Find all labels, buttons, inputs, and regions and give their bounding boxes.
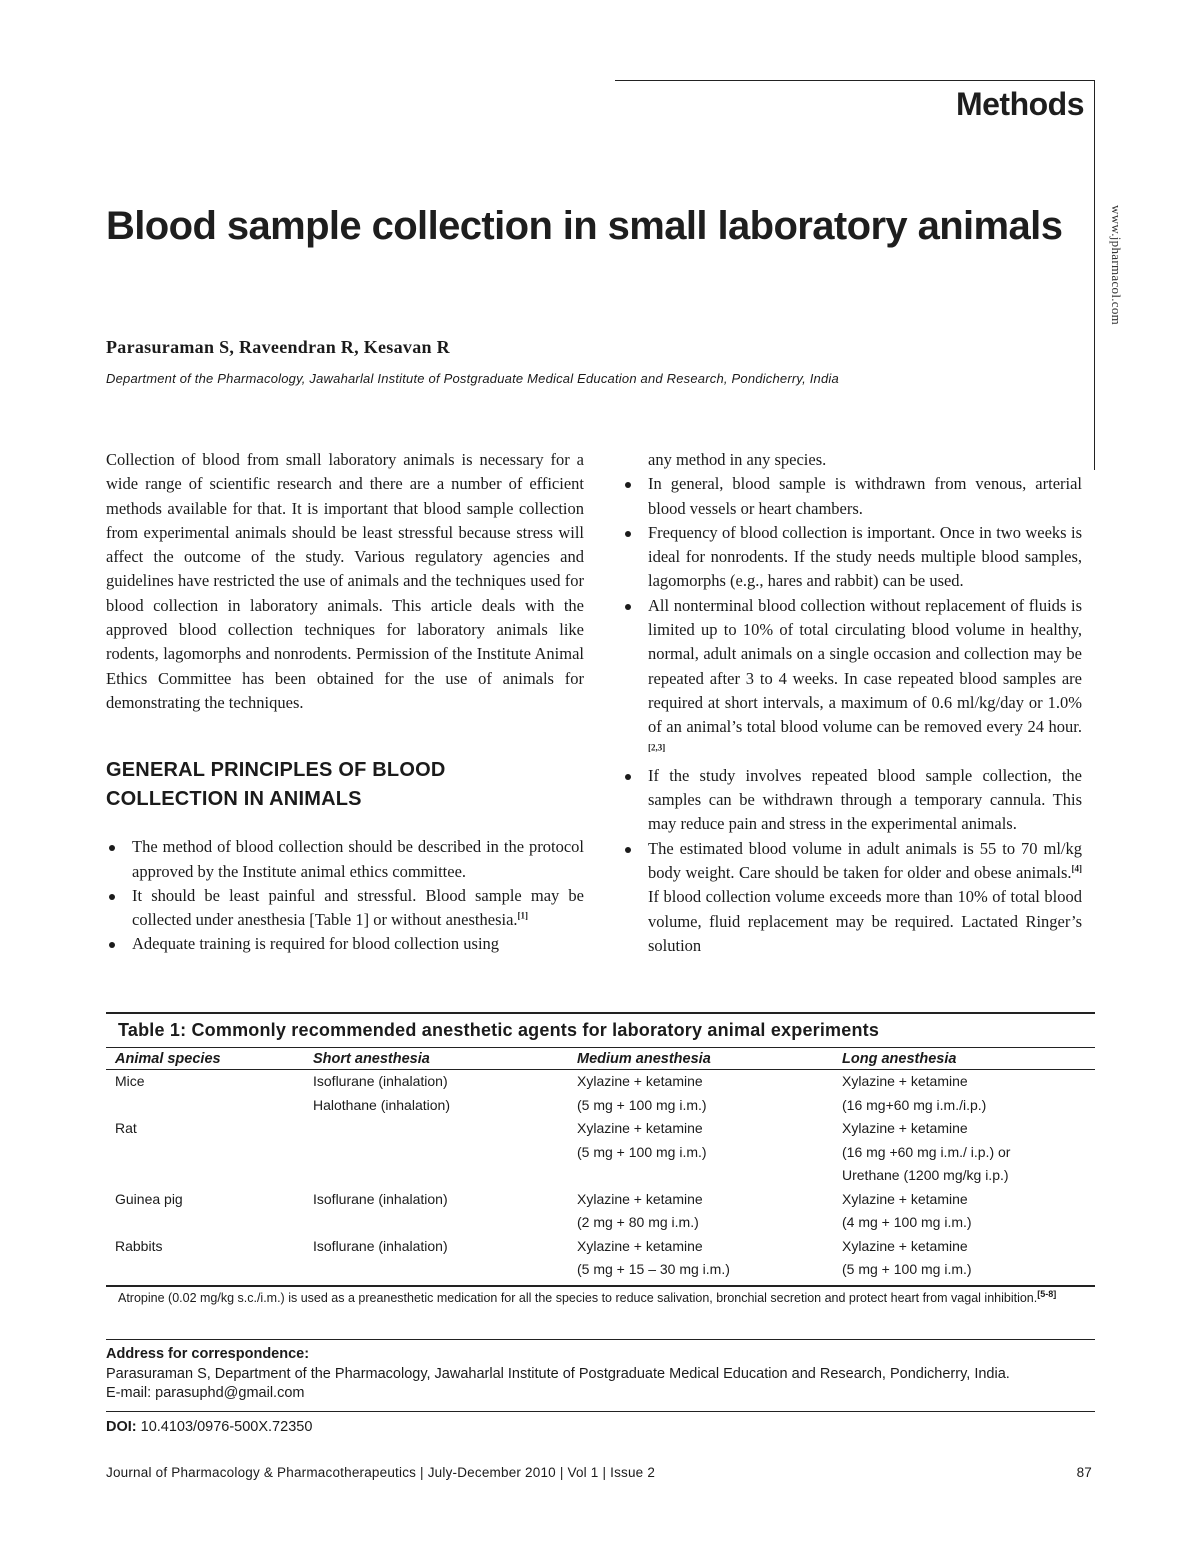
cell-text: Halothane (inhalation) (313, 1096, 450, 1113)
correspondence-label: Address for correspondence: (106, 1346, 310, 1362)
cell-text: Isoflurane (inhalation) (313, 1237, 448, 1254)
footnote-text: Atropine (0.02 mg/kg s.c./i.m.) is used as a preanesthetic medication for all the species to reduce salivation, bronchial secretion and protect heart from vagal inhibition. (118, 1290, 1038, 1305)
species-cell (106, 1117, 313, 1188)
cell-text: Isoflurane (inhalation) (313, 1073, 448, 1089)
bullet-text: The estimated blood volume in adult animals is 55 to 70 ml/kg body weight. Care should be taken for older and obese animals. (648, 838, 1082, 883)
cell-text: (16 mg+60 mg i.m./i.p.) (842, 1096, 987, 1113)
list-item (622, 764, 1082, 837)
list-item (622, 472, 1082, 521)
list-item (106, 835, 584, 884)
cell-text: Rat (115, 1120, 137, 1136)
cell-text: Guinea pig (115, 1190, 183, 1207)
citation-ref[interactable]: [4] (1071, 863, 1082, 874)
table-footnote (118, 1290, 1095, 1307)
bullet-text: If the study involves repeated blood sample collection, the samples can be withdrawn through a temporary cannula. This may reduce pain and stress in the experimental animals. (648, 765, 1082, 834)
cell-text: (2 mg + 80 mg i.m.) (577, 1214, 699, 1230)
short-cell (313, 1070, 577, 1118)
cell-text: Xylazine + ketamine (842, 1237, 968, 1254)
cell-text: (5 mg + 15 – 30 mg i.m.) (577, 1261, 730, 1277)
journal-url[interactable]: www.jpharmacol.com (1109, 205, 1124, 326)
doi-value[interactable]: 10.4103/0976-500X.72350 (140, 1419, 313, 1435)
cell-text: Xylazine + ketamine (577, 1073, 703, 1089)
page-footer (106, 1465, 1092, 1480)
table-bottom-rule (106, 1285, 1095, 1287)
species-cell (106, 1235, 313, 1282)
column-header: Short anesthesia (313, 1048, 577, 1070)
authors: Parasuraman S, Raveendran R, Kesavan R (106, 337, 450, 357)
side-rule (1094, 80, 1095, 470)
table-top-rule (106, 1012, 1095, 1014)
medium-cell (577, 1117, 842, 1188)
anesthetic-table (106, 1048, 1095, 1282)
cell-text: Xylazine + ketamine (842, 1073, 968, 1089)
correspondence-rule-top (106, 1339, 1095, 1340)
cell-text: Xylazine + ketamine (842, 1190, 968, 1207)
long-cell (842, 1070, 1095, 1118)
species-cell (106, 1188, 313, 1235)
column-header: Medium anesthesia (577, 1048, 842, 1070)
long-cell (842, 1235, 1095, 1282)
principles-list-left (106, 835, 584, 956)
correspondence-address: Parasuraman S, Department of the Pharmacology, Jawaharlal Institute of Postgraduate Medical Education and Research, Pondicherry, India. (106, 1365, 1010, 1382)
cell-text: Xylazine + ketamine (842, 1120, 968, 1136)
principles-list-right (622, 448, 1082, 958)
cell-text: Xylazine + ketamine (577, 1237, 703, 1254)
doi-label: DOI: (106, 1419, 137, 1435)
section-heading-line-2: COLLECTION IN ANIMALS (106, 788, 362, 811)
affiliation: Department of the Pharmacology, Jawaharlal Institute of Postgraduate Medical Education and Research, Pondicherry, India (106, 371, 839, 386)
cell-text: Xylazine + ketamine (577, 1190, 703, 1207)
cell-text: Urethane (1200 mg/kg i.p.) (842, 1167, 1009, 1183)
species-cell (106, 1070, 313, 1118)
short-cell (313, 1188, 577, 1235)
medium-cell (577, 1188, 842, 1235)
cell-text: (5 mg + 100 mg i.m.) (577, 1096, 707, 1113)
list-item (106, 884, 584, 933)
section-heading (106, 756, 584, 814)
list-item (622, 521, 1082, 594)
table-header-row (106, 1048, 1095, 1070)
medium-cell (577, 1235, 842, 1282)
citation-ref[interactable]: [5-8] (1037, 1288, 1057, 1299)
table-1 (106, 1012, 1095, 1306)
bullet-text: All nonterminal blood collection without replacement of fluids is limited up to 10% of total circulating blood volume in healthy, normal, adult animals on a single occasion and collection may be repeated after 3 to 4 weeks. In case repeated blood samples are required at short intervals, a maximum of 0.6 ml/kg/day or 1.0% of an animal’s total blood volume can be removed every 24 hour. (648, 595, 1082, 737)
cell-text: Rabbits (115, 1237, 163, 1254)
cell-text: Xylazine + ketamine (577, 1120, 703, 1136)
cell-text: Mice (115, 1073, 145, 1089)
medium-cell (577, 1070, 842, 1118)
list-item (622, 594, 1082, 764)
table-row (106, 1188, 1095, 1235)
bullet-text: Adequate training is required for blood collection using (132, 934, 500, 954)
bullet-text: In general, blood sample is withdrawn from venous, arterial blood vessels or heart chambers. (648, 474, 1082, 518)
list-item-continued (622, 448, 1082, 472)
abstract: Collection of blood from small laboratory animals is necessary for a wide range of scientific research and there are a number of efficient methods available for that. It is important that blood sample collection from experimental animals should be least stressful because stress will affect the outcome of the study. Various regulatory agencies and guidelines have restricted the use of animals and the techniques used for blood collection in laboratory animals. This article deals with the approved blood collection techniques for laboratory animals like rodents, lagomorphs and nonrodents. Permission of the Institute Animal Ethics Committee has been obtained for the use of animals for demonstrating the techniques. (106, 450, 584, 712)
citation-ref[interactable]: [1] (517, 910, 529, 921)
citation-ref[interactable]: [2,3] (648, 742, 666, 753)
list-item (106, 932, 584, 956)
article-title: Blood sample collection in small laboratory animals (106, 204, 1063, 248)
column-header: Animal species (106, 1048, 313, 1070)
bullet-text: The method of blood collection should be described in the protocol approved by the Institute animal ethics committee. (132, 837, 584, 881)
doi (106, 1419, 312, 1435)
cell-text: (4 mg + 100 mg i.m.) (842, 1214, 972, 1230)
cell-text: (5 mg + 100 mg i.m.) (577, 1143, 707, 1160)
bullet-text: any method in any species. (648, 450, 827, 469)
left-column (106, 448, 584, 957)
section-label: Methods (955, 86, 1084, 122)
bullet-text: It should be least painful and stressful. Blood sample may be collected under anesthesia [Table 1] or without anesthesia. (132, 885, 584, 930)
right-column (622, 448, 1082, 958)
column-header: Long anesthesia (842, 1048, 1095, 1070)
table-row (106, 1235, 1095, 1282)
correspondence-email[interactable]: E-mail: parasuphd@gmail.com (106, 1385, 305, 1401)
correspondence (106, 1345, 1095, 1404)
header-rule (615, 80, 1095, 81)
journal-citation: Journal of Pharmacology & Pharmacotherapeutics | July-December 2010 | Vol 1 | Issue 2 (106, 1465, 656, 1480)
cell-text: (16 mg +60 mg i.m./ i.p.) or (842, 1143, 1011, 1160)
table-row (106, 1117, 1095, 1188)
bullet-text: Frequency of blood collection is important. Once in two weeks is ideal for nonrodents. If the study needs multiple blood samples, lagomorphs (e.g., hares and rabbit) can be used. (648, 522, 1082, 591)
short-cell (313, 1117, 577, 1188)
cell-text: Isoflurane (inhalation) (313, 1190, 448, 1207)
bullet-text: If blood collection volume exceeds more than 10% of total blood volume, fluid replacement may be required. Lactated Ringer’s solution (648, 887, 1082, 955)
short-cell (313, 1235, 577, 1282)
long-cell (842, 1188, 1095, 1235)
correspondence-rule-bottom (106, 1411, 1095, 1412)
long-cell (842, 1117, 1095, 1188)
section-heading-line-1: GENERAL PRINCIPLES OF BLOOD (106, 759, 446, 782)
cell-text: (5 mg + 100 mg i.m.) (842, 1261, 972, 1277)
list-item (622, 837, 1082, 958)
table-row (106, 1070, 1095, 1118)
table-caption: Table 1: Commonly recommended anesthetic agents for laboratory animal experiments (118, 1020, 880, 1040)
page-number: 87 (1076, 1465, 1092, 1480)
